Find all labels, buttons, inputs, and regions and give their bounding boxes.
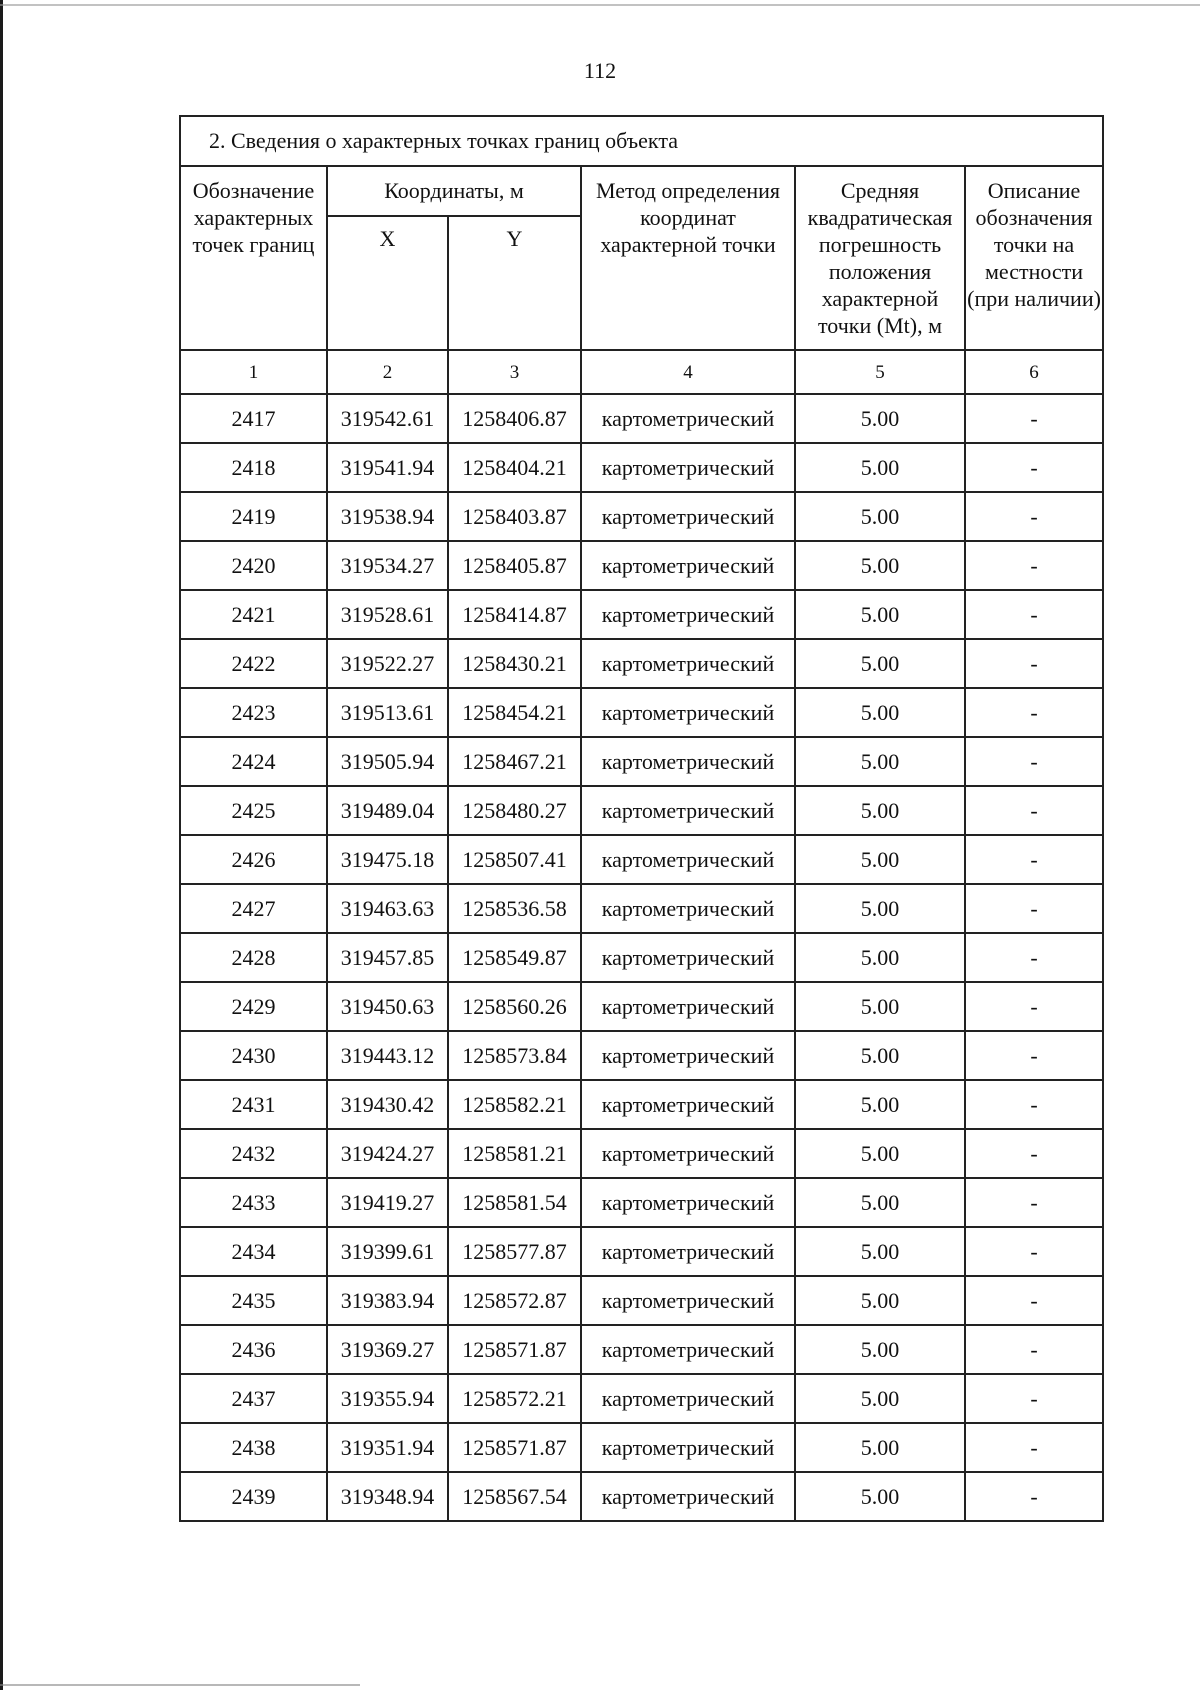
x-coordinate-cell: 319463.63: [327, 884, 448, 933]
point-id-cell: 2422: [180, 639, 327, 688]
table-row: [180, 1276, 1103, 1325]
y-coordinate-cell: 1258582.21: [448, 1080, 581, 1129]
table-row: [180, 1227, 1103, 1276]
method-cell: картометрический: [581, 1374, 795, 1423]
table-caption-row: [180, 116, 1103, 166]
accuracy-cell: 5.00: [795, 1227, 965, 1276]
point-id-cell: 2437: [180, 1374, 327, 1423]
x-coordinate-cell: 319538.94: [327, 492, 448, 541]
accuracy-cell: 5.00: [795, 933, 965, 982]
y-coordinate-cell: 1258403.87: [448, 492, 581, 541]
y-coordinate-cell: 1258577.87: [448, 1227, 581, 1276]
point-id-cell: 2434: [180, 1227, 327, 1276]
point-id-cell: 2428: [180, 933, 327, 982]
accuracy-cell: 5.00: [795, 1129, 965, 1178]
description-cell: -: [965, 1178, 1103, 1227]
point-id-cell: 2430: [180, 1031, 327, 1080]
y-coordinate-cell: 1258571.87: [448, 1423, 581, 1472]
method-cell: картометрический: [581, 688, 795, 737]
description-cell: -: [965, 1031, 1103, 1080]
table-row: [180, 884, 1103, 933]
y-coordinate-cell: 1258581.21: [448, 1129, 581, 1178]
point-id-cell: 2424: [180, 737, 327, 786]
table-row: [180, 1129, 1103, 1178]
point-id-cell: 2423: [180, 688, 327, 737]
point-id-cell: 2435: [180, 1276, 327, 1325]
method-cell: картометрический: [581, 639, 795, 688]
y-coordinate-cell: 1258572.87: [448, 1276, 581, 1325]
point-id-cell: 2436: [180, 1325, 327, 1374]
point-id-cell: 2427: [180, 884, 327, 933]
method-cell: картометрический: [581, 1227, 795, 1276]
description-cell: -: [965, 1080, 1103, 1129]
column-number: 1: [180, 350, 327, 394]
header-method: Метод определения координат характерной точки: [581, 166, 795, 350]
y-coordinate-cell: 1258581.54: [448, 1178, 581, 1227]
point-id-cell: 2431: [180, 1080, 327, 1129]
description-cell: -: [965, 443, 1103, 492]
column-number: 5: [795, 350, 965, 394]
method-cell: картометрический: [581, 541, 795, 590]
table-row: [180, 394, 1103, 443]
method-cell: картометрический: [581, 1178, 795, 1227]
scan-border-left: [0, 0, 3, 1690]
point-id-cell: 2425: [180, 786, 327, 835]
x-coordinate-cell: 319541.94: [327, 443, 448, 492]
y-coordinate-cell: 1258454.21: [448, 688, 581, 737]
method-cell: картометрический: [581, 1129, 795, 1178]
x-coordinate-cell: 319528.61: [327, 590, 448, 639]
y-coordinate-cell: 1258405.87: [448, 541, 581, 590]
x-coordinate-cell: 319351.94: [327, 1423, 448, 1472]
accuracy-cell: 5.00: [795, 786, 965, 835]
point-id-cell: 2433: [180, 1178, 327, 1227]
method-cell: картометрический: [581, 1276, 795, 1325]
table-row: [180, 835, 1103, 884]
x-coordinate-cell: 319355.94: [327, 1374, 448, 1423]
accuracy-cell: 5.00: [795, 884, 965, 933]
x-coordinate-cell: 319383.94: [327, 1276, 448, 1325]
x-coordinate-cell: 319513.61: [327, 688, 448, 737]
point-id-cell: 2421: [180, 590, 327, 639]
description-cell: -: [965, 1325, 1103, 1374]
x-coordinate-cell: 319443.12: [327, 1031, 448, 1080]
accuracy-cell: 5.00: [795, 1374, 965, 1423]
table-row: [180, 541, 1103, 590]
point-id-cell: 2429: [180, 982, 327, 1031]
x-coordinate-cell: 319457.85: [327, 933, 448, 982]
method-cell: картометрический: [581, 933, 795, 982]
accuracy-cell: 5.00: [795, 1276, 965, 1325]
x-coordinate-cell: 319419.27: [327, 1178, 448, 1227]
description-cell: -: [965, 786, 1103, 835]
description-cell: -: [965, 1227, 1103, 1276]
point-id-cell: 2438: [180, 1423, 327, 1472]
header-y: Y: [448, 216, 581, 350]
header-accuracy: Средняя квадратическая погрешность положения характерной точки (Mt), м: [795, 166, 965, 350]
method-cell: картометрический: [581, 443, 795, 492]
accuracy-cell: 5.00: [795, 639, 965, 688]
point-id-cell: 2419: [180, 492, 327, 541]
method-cell: картометрический: [581, 737, 795, 786]
description-cell: -: [965, 1129, 1103, 1178]
x-coordinate-cell: 319399.61: [327, 1227, 448, 1276]
header-x: X: [327, 216, 448, 350]
column-number: 2: [327, 350, 448, 394]
scan-border-top: [0, 4, 1200, 6]
method-cell: картометрический: [581, 394, 795, 443]
x-coordinate-cell: 319534.27: [327, 541, 448, 590]
scan-border-bottom: [0, 1684, 360, 1686]
table-row: [180, 590, 1103, 639]
description-cell: -: [965, 1276, 1103, 1325]
y-coordinate-cell: 1258536.58: [448, 884, 581, 933]
y-coordinate-cell: 1258571.87: [448, 1325, 581, 1374]
table-row: [180, 1178, 1103, 1227]
y-coordinate-cell: 1258549.87: [448, 933, 581, 982]
page-number: 112: [583, 58, 617, 83]
method-cell: картометрический: [581, 1423, 795, 1472]
table-row: [180, 1423, 1103, 1472]
x-coordinate-cell: 319430.42: [327, 1080, 448, 1129]
point-id-cell: 2418: [180, 443, 327, 492]
method-cell: картометрический: [581, 492, 795, 541]
column-number: 6: [965, 350, 1103, 394]
accuracy-cell: 5.00: [795, 982, 965, 1031]
x-coordinate-cell: 319348.94: [327, 1472, 448, 1521]
description-cell: -: [965, 1374, 1103, 1423]
method-cell: картометрический: [581, 884, 795, 933]
y-coordinate-cell: 1258560.26: [448, 982, 581, 1031]
x-coordinate-cell: 319369.27: [327, 1325, 448, 1374]
method-cell: картометрический: [581, 1325, 795, 1374]
table-body: [180, 116, 1103, 1521]
header-row: [180, 166, 1103, 216]
accuracy-cell: 5.00: [795, 1178, 965, 1227]
description-cell: -: [965, 688, 1103, 737]
description-cell: -: [965, 590, 1103, 639]
point-id-cell: 2417: [180, 394, 327, 443]
table-row: [180, 1325, 1103, 1374]
description-cell: -: [965, 884, 1103, 933]
description-cell: -: [965, 394, 1103, 443]
description-cell: -: [965, 835, 1103, 884]
method-cell: картометрический: [581, 1031, 795, 1080]
x-coordinate-cell: 319489.04: [327, 786, 448, 835]
y-coordinate-cell: 1258507.41: [448, 835, 581, 884]
method-cell: картометрический: [581, 1472, 795, 1521]
table-caption: 2. Сведения о характерных точках границ объекта: [180, 116, 1103, 166]
point-id-cell: 2420: [180, 541, 327, 590]
table-row: [180, 492, 1103, 541]
x-coordinate-cell: 319424.27: [327, 1129, 448, 1178]
x-coordinate-cell: 319522.27: [327, 639, 448, 688]
y-coordinate-cell: 1258414.87: [448, 590, 581, 639]
accuracy-cell: 5.00: [795, 1325, 965, 1374]
accuracy-cell: 5.00: [795, 1031, 965, 1080]
x-coordinate-cell: 319505.94: [327, 737, 448, 786]
method-cell: картометрический: [581, 786, 795, 835]
x-coordinate-cell: 319475.18: [327, 835, 448, 884]
description-cell: -: [965, 737, 1103, 786]
x-coordinate-cell: 319450.63: [327, 982, 448, 1031]
header-coordinates: Координаты, м: [327, 166, 581, 216]
table-row: [180, 1374, 1103, 1423]
table-row: [180, 639, 1103, 688]
description-cell: -: [965, 541, 1103, 590]
y-coordinate-cell: 1258430.21: [448, 639, 581, 688]
description-cell: -: [965, 492, 1103, 541]
column-number: 4: [581, 350, 795, 394]
table-row: [180, 1031, 1103, 1080]
table-row: [180, 1472, 1103, 1521]
table-row: [180, 737, 1103, 786]
accuracy-cell: 5.00: [795, 688, 965, 737]
description-cell: -: [965, 933, 1103, 982]
column-number-row: [180, 350, 1103, 394]
accuracy-cell: 5.00: [795, 737, 965, 786]
accuracy-cell: 5.00: [795, 394, 965, 443]
table-row: [180, 982, 1103, 1031]
x-coordinate-cell: 319542.61: [327, 394, 448, 443]
y-coordinate-cell: 1258480.27: [448, 786, 581, 835]
y-coordinate-cell: 1258406.87: [448, 394, 581, 443]
boundary-points-table: [179, 115, 1104, 1522]
description-cell: -: [965, 1423, 1103, 1472]
method-cell: картометрический: [581, 1080, 795, 1129]
accuracy-cell: 5.00: [795, 1423, 965, 1472]
description-cell: -: [965, 639, 1103, 688]
method-cell: картометрический: [581, 590, 795, 639]
y-coordinate-cell: 1258572.21: [448, 1374, 581, 1423]
point-id-cell: 2432: [180, 1129, 327, 1178]
point-id-cell: 2439: [180, 1472, 327, 1521]
accuracy-cell: 5.00: [795, 541, 965, 590]
accuracy-cell: 5.00: [795, 1080, 965, 1129]
table-row: [180, 1080, 1103, 1129]
y-coordinate-cell: 1258567.54: [448, 1472, 581, 1521]
point-id-cell: 2426: [180, 835, 327, 884]
y-coordinate-cell: 1258573.84: [448, 1031, 581, 1080]
header-designation: Обозначение характерных точек границ: [180, 166, 327, 350]
method-cell: картометрический: [581, 982, 795, 1031]
accuracy-cell: 5.00: [795, 492, 965, 541]
table-row: [180, 786, 1103, 835]
table-row: [180, 688, 1103, 737]
accuracy-cell: 5.00: [795, 590, 965, 639]
y-coordinate-cell: 1258404.21: [448, 443, 581, 492]
accuracy-cell: 5.00: [795, 1472, 965, 1521]
description-cell: -: [965, 982, 1103, 1031]
accuracy-cell: 5.00: [795, 835, 965, 884]
table-row: [180, 443, 1103, 492]
method-cell: картометрический: [581, 835, 795, 884]
header-description: Описание обозначения точки на местности (при наличии): [965, 166, 1103, 350]
y-coordinate-cell: 1258467.21: [448, 737, 581, 786]
table-row: [180, 933, 1103, 982]
column-number: 3: [448, 350, 581, 394]
description-cell: -: [965, 1472, 1103, 1521]
accuracy-cell: 5.00: [795, 443, 965, 492]
